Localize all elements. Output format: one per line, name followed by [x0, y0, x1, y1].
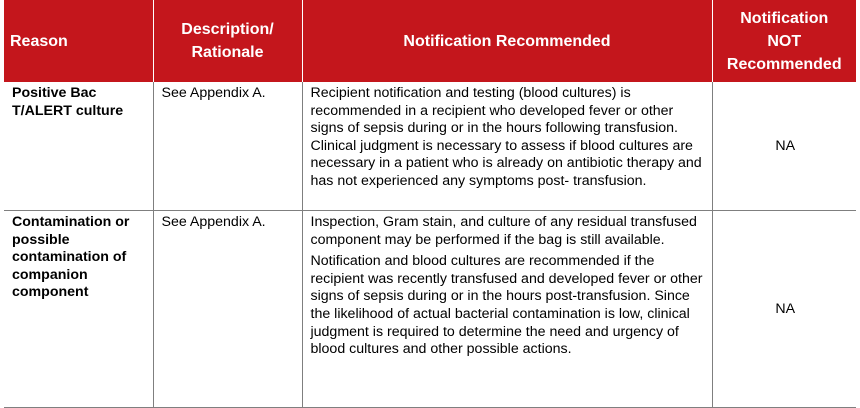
recommended-paragraph: Recipient notification and testing (blood cultures) is recommended in a recipient who developed fever or other signs of sepsis during or in the hours following transfusion. Clinical judgment is necessary to assess if blood cultures are necessary in a patient who is already on antibiotic therapy and has not experienced any symptoms post- transfusion.	[310, 85, 702, 189]
header-notification-not-recommended	[712, 0, 856, 82]
header-description-line2: Rationale	[191, 44, 264, 61]
reason-cell: Contamination or possible contamination of companion component	[4, 211, 153, 408]
header-notification-recommended: Notification Recommended	[302, 0, 712, 82]
recommended-cell	[302, 211, 712, 408]
header-not-recommended-line3: Recommended	[726, 55, 842, 73]
recommended-paragraph: Inspection, Gram stain, and culture of any residual transfused component may be performed if the bag is still available.	[310, 214, 697, 248]
not-recommended-cell: NA	[712, 82, 856, 211]
recommended-cell	[302, 82, 712, 211]
header-not-recommended-line2: NOT	[767, 32, 802, 50]
description-cell: See Appendix A.	[153, 211, 302, 408]
notification-table	[4, 0, 856, 408]
header-reason: Reason	[4, 0, 153, 82]
recommended-paragraph: Notification and blood cultures are recommended if the recipient was recently transfused and developed fever or other signs of sepsis during or in the hours post-transfusion. Since the likelihood of actual bacterial contamination is low, clinical judgment is required to determine the need and urgency of blood cultures and other possible actions.	[310, 253, 703, 358]
table-row	[4, 211, 856, 408]
not-recommended-cell: NA	[712, 211, 856, 408]
header-row	[4, 0, 856, 82]
header-description	[153, 0, 302, 82]
description-cell: See Appendix A.	[153, 82, 302, 211]
header-not-recommended-line1: Notification	[740, 9, 829, 27]
table-row	[4, 82, 856, 211]
header-description-line1: Description/	[181, 21, 274, 38]
reason-cell: Positive Bac T/ALERT culture	[4, 82, 153, 211]
